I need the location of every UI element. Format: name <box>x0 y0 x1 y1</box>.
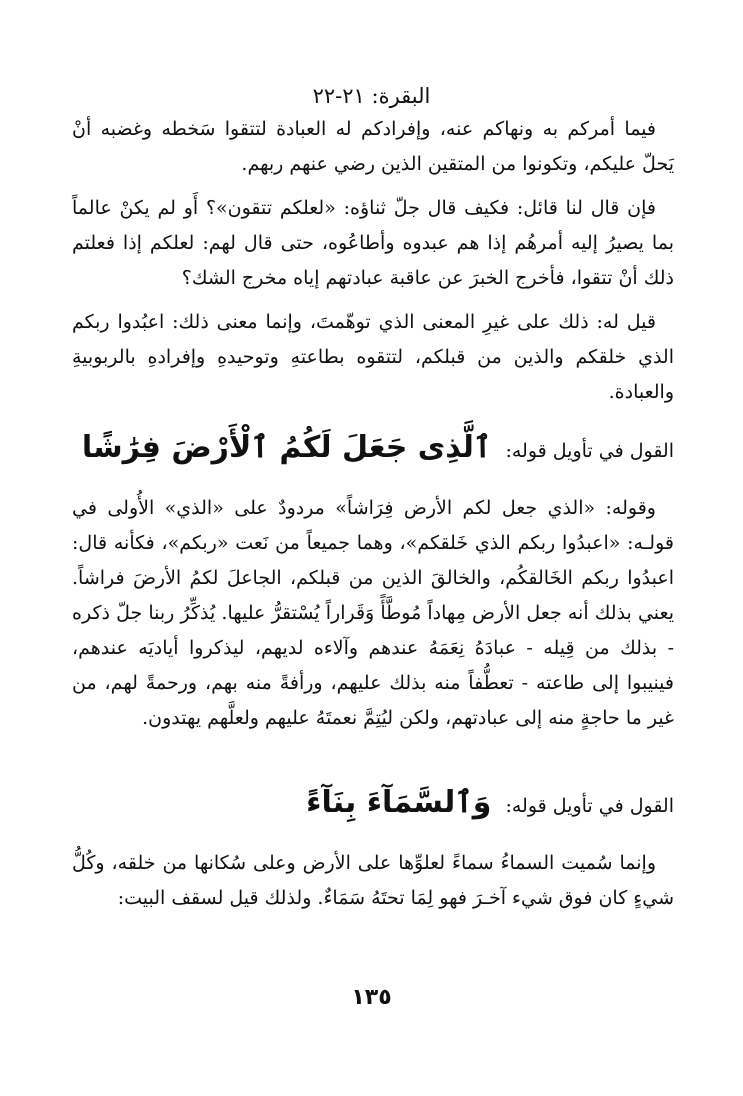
section-heading-2-verse: وَٱلسَّمَآءَ بِنَآءً <box>306 785 492 820</box>
paragraph-2: فإن قال لنا قائل: فكيف قال جلّ ثناؤه: «لعلكم تتقون»؟ أَو لم يكنْ عالماً بما يصيرُ إليه أمرهُم إذا هم عبدوه وأطاعُوه، حتى قال لهم: لعلكم إذا فعلتم ذلك أنْ تتقوا، فأخرج الخبرَ عن عاقبة عبادتهم إياه مخرج الشك؟ <box>72 197 674 289</box>
section-heading-1-prefix: القول في تأويل قوله: <box>505 440 674 462</box>
paragraph-3: قيل له: ذلك على غيرِ المعنى الذي توهّمتَ، وإنما معنى ذلك: اعبُدوا ربكم الذي خلقكم والذين من قبلكم، لتتقوه بطاعتهِ وتوحيدهِ وإفرادهِ بالربوبيةِ والعبادة. <box>72 311 674 403</box>
section-heading-1-verse: ٱلَّذِى جَعَلَ لَكُمُ ٱلْأَرْضَ فِرَٰشًا <box>81 430 492 465</box>
running-header: البقرة: ٢١-٢٢ <box>312 84 431 108</box>
page-body <box>72 112 674 925</box>
section-heading-2-prefix: القول في تأويل قوله: <box>505 795 674 817</box>
section-heading-2 <box>72 785 674 824</box>
page-number: ١٣٥ <box>351 985 392 1010</box>
paragraph-1: فيما أمركم به ونهاكم عنه، وإفرادكم له العبادة لتتقوا سَخطه وغضبه أنْ يَحلّ عليكم، وتكونوا من المتقين الذين رضي عنهم ربهم. <box>72 118 674 175</box>
paragraph-5: وإنما سُميت السماءُ سماءً لعلوِّها على الأرض وعلى سُكانها من خلقه، وكُلُّ شيءٍ كان فوق شيء آخـرَ فهو لِمَا تحتَهُ سَمَاءٌ. ولذلك قيل لسقف البيت: <box>72 852 674 909</box>
section-heading-1 <box>72 430 674 469</box>
paragraph-4: وقوله: «الذي جعل لكم الأرض فِرَاشاً» مردودٌ على «الذي» الأُولى في قولـه: «اعبدُوا ربكم الذي خَلقكم»، وهما جميعاً من نَعت «ربكم»، فكأنه قال: اعبدُوا ربكم الخَالقكُم، والخالقَ الذين من قبلكم، الجاعلَ لكمُ الأرضَ فراشاً. يعني بذلك أنه جعل الأرض مِهاداً مُوطَّأً وَقَراراً يُسْتقرُّ عليها. يُذكِّرُ ربنا جلّ ذكره - بذلك من قِيله - عبادَهُ نِعَمَهُ عندهم وآلاءه لديهم، ليذكروا أياديَه عندهم، فينيبوا إلى طاعته - تعطُّفاً منه بذلك عليهم، ورأفةً منه بهم، ورحمةً لهم، من غير ما حاجةٍ منه إلى عبادتهم، ولكن ليُتِمَّ نعمتَهُ عليهم ولعلَّهم يهتدون. <box>72 497 674 729</box>
